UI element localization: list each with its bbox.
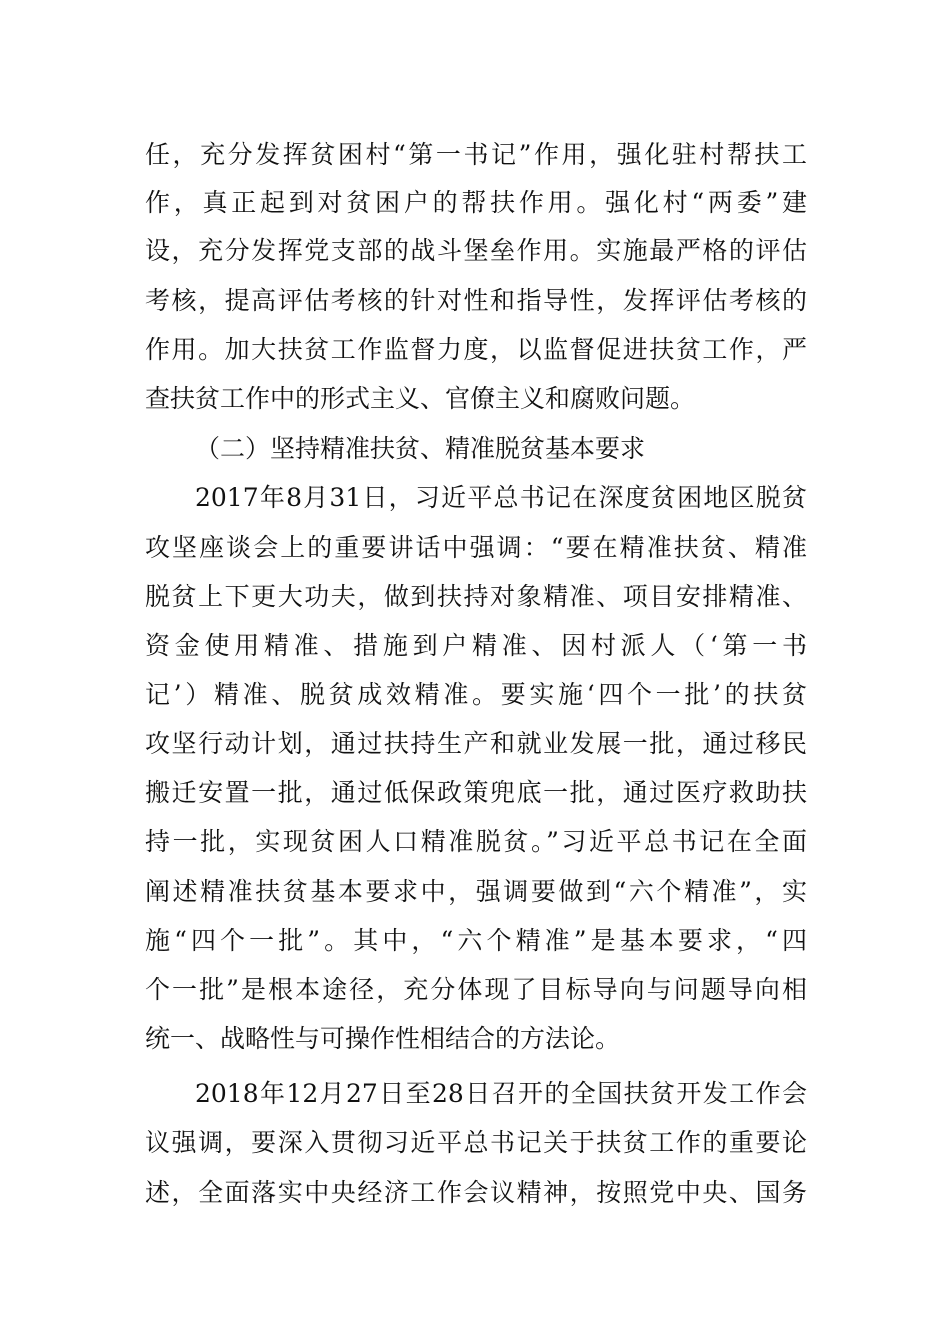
body-text-line: 述，全面落实中央经济工作会议精神，按照党中央、国务	[145, 1178, 807, 1207]
body-text-line: 阐述精准扶贫基本要求中，强调要做到“六个精准”，实	[145, 877, 807, 906]
body-text-line: 资金使用精准、措施到户精准、因村派人（‘第一书	[145, 631, 807, 660]
body-text-line: 搬迁安置一批，通过低保政策兜底一批，通过医疗救助扶	[145, 778, 807, 807]
body-text-line: 查扶贫工作中的形式主义、官僚主义和腐败问题。	[145, 384, 696, 413]
section-heading: （二）坚持精准扶贫、精准脱贫基本要求	[195, 434, 646, 463]
body-text-line: 设，充分发挥党支部的战斗堡垒作用。实施最严格的评估	[145, 236, 807, 265]
body-text-line: 2018年12月27日至28日召开的全国扶贫开发工作会	[195, 1079, 807, 1108]
body-text-line: 议强调，要深入贯彻习近平总书记关于扶贫工作的重要论	[145, 1128, 807, 1157]
body-text-line: 作，真正起到对贫困户的帮扶作用。强化村“两委”建	[145, 188, 807, 217]
body-text-line: 个一批”是根本途径，充分体现了目标导向与问题导向相	[145, 975, 807, 1004]
body-text-line: 统一、战略性与可操作性相结合的方法论。	[145, 1024, 621, 1053]
body-text-line: 作用。加大扶贫工作监督力度，以监督促进扶贫工作，严	[145, 335, 807, 364]
body-text-line: 攻坚行动计划，通过扶持生产和就业发展一批，通过移民	[145, 729, 807, 758]
body-text-line: 施“四个一批”。其中，“六个精准”是基本要求，“四	[145, 926, 807, 955]
body-text-line: 2017年8月31日，习近平总书记在深度贫困地区脱贫	[195, 483, 807, 512]
body-text-line: 脱贫上下更大功夫，做到扶持对象精准、项目安排精准、	[145, 582, 807, 611]
body-text-line: 任，充分发挥贫困村“第一书记”作用，强化驻村帮扶工	[145, 140, 807, 169]
body-text-line: 攻坚座谈会上的重要讲话中强调：“要在精准扶贫、精准	[145, 533, 807, 562]
body-text-line: 考核，提高评估考核的针对性和指导性，发挥评估考核的	[145, 286, 807, 315]
body-text-line: 持一批，实现贫困人口精准脱贫。”习近平总书记在全面	[145, 827, 807, 856]
body-text-line: 记’）精准、脱贫成效精准。要实施‘四个一批’的扶贫	[145, 680, 807, 709]
